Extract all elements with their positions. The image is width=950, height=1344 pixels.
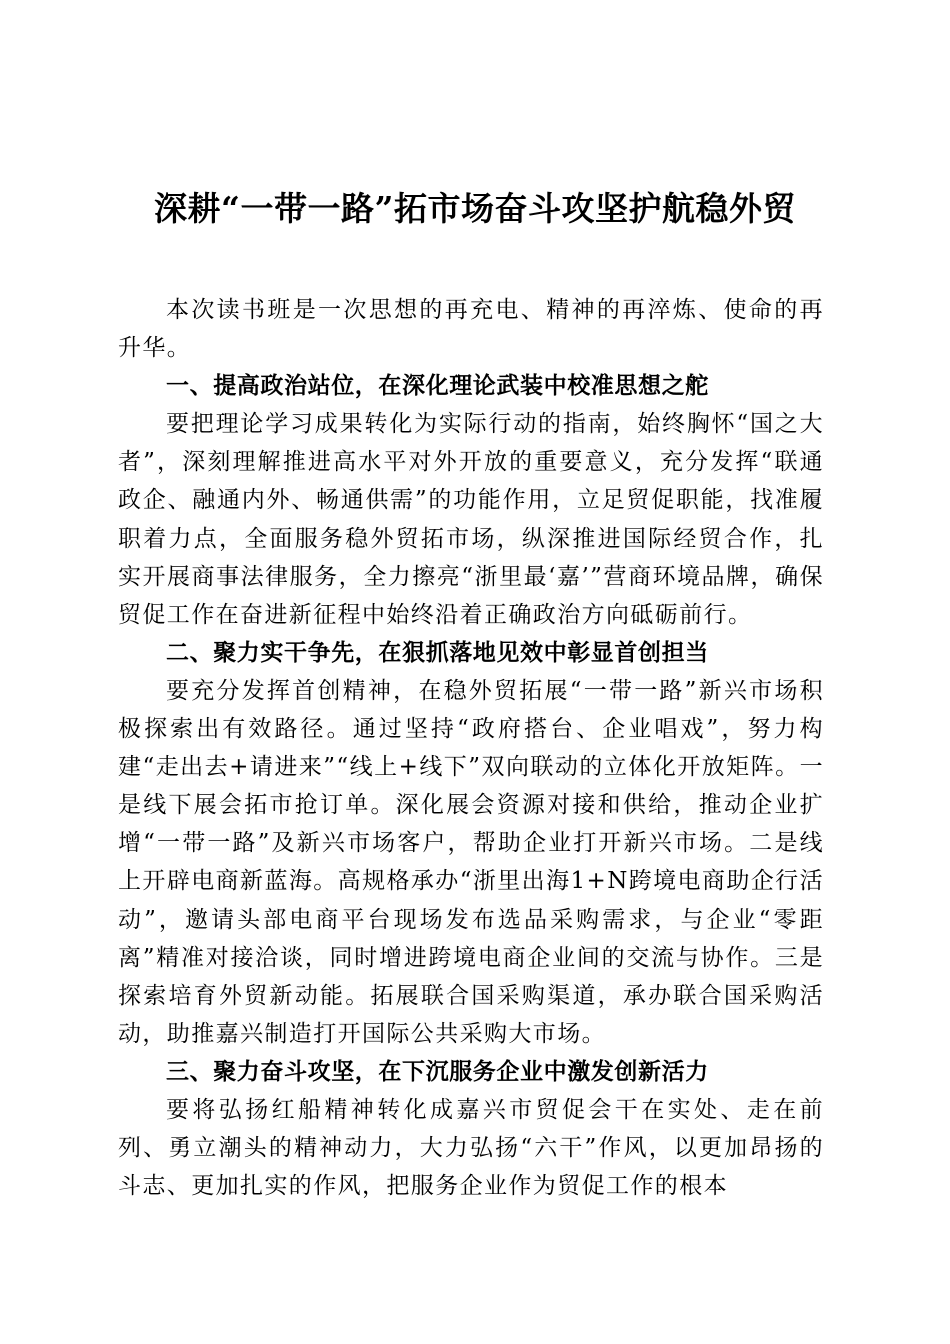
section-2-paragraph: 要充分发挥首创精神，在稳外贸拓展“一带一路”新兴市场积极探索出有效路径。通过坚持“政府搭台、企业唱戏”，努力构建“走出去+请进来”“线上+线下”双向联动的立体化开放矩阵。一是线下展会拓市抢订单。深化展会资源对接和供给，推动企业扩增“一带一路”及新兴市场客户，帮助企业打开新兴市场。二是线上开辟电商新蓝海。高规格承办“浙里出海1+N跨境电商助企行活动”，邀请头部电商平台现场发布选品采购需求，与企业“零距离”精准对接洽谈，同时增进跨境电商企业间的交流与协作。三是探索培育外贸新动能。拓展联合国采购渠道，承办联合国采购活动，助推嘉兴制造打开国际公共采购大市场。	[118, 677, 824, 1047]
section-3-heading: 三、聚力奋斗攻坚，在下沉服务企业中激发创新活力	[166, 1058, 709, 1085]
document-title: 深耕“一带一路”拓市场奋斗攻坚护航稳外贸	[154, 189, 796, 228]
section-1-heading: 一、提高政治站位，在深化理论武装中校准思想之舵	[166, 373, 709, 400]
document-body	[118, 291, 824, 1205]
intro-paragraph: 本次读书班是一次思想的再充电、精神的再淬炼、使命的再升华。	[118, 297, 824, 362]
section-2-heading: 二、聚力实干争先，在狠抓落地见效中彰显首创担当	[166, 639, 709, 666]
section-1-paragraph: 要把理论学习成果转化为实际行动的指南，始终胸怀“国之大者”，深刻理解推进高水平对外开放的重要意义，充分发挥“联通政企、融通内外、畅通供需”的功能作用，立足贸促职能，找准履职着力点，全面服务稳外贸拓市场，纵深推进国际经贸合作，扎实开展商事法律服务，全力擦亮“浙里最‘嘉’”营商环境品牌，确保贸促工作在奋进新征程中始终沿着正确政治方向砥砺前行。	[118, 411, 824, 628]
section-3-paragraph: 要将弘扬红船精神转化成嘉兴市贸促会干在实处、走在前列、勇立潮头的精神动力，大力弘扬“六干”作风，以更加昂扬的斗志、更加扎实的作风，把服务企业作为贸促工作的根本	[118, 1096, 824, 1200]
